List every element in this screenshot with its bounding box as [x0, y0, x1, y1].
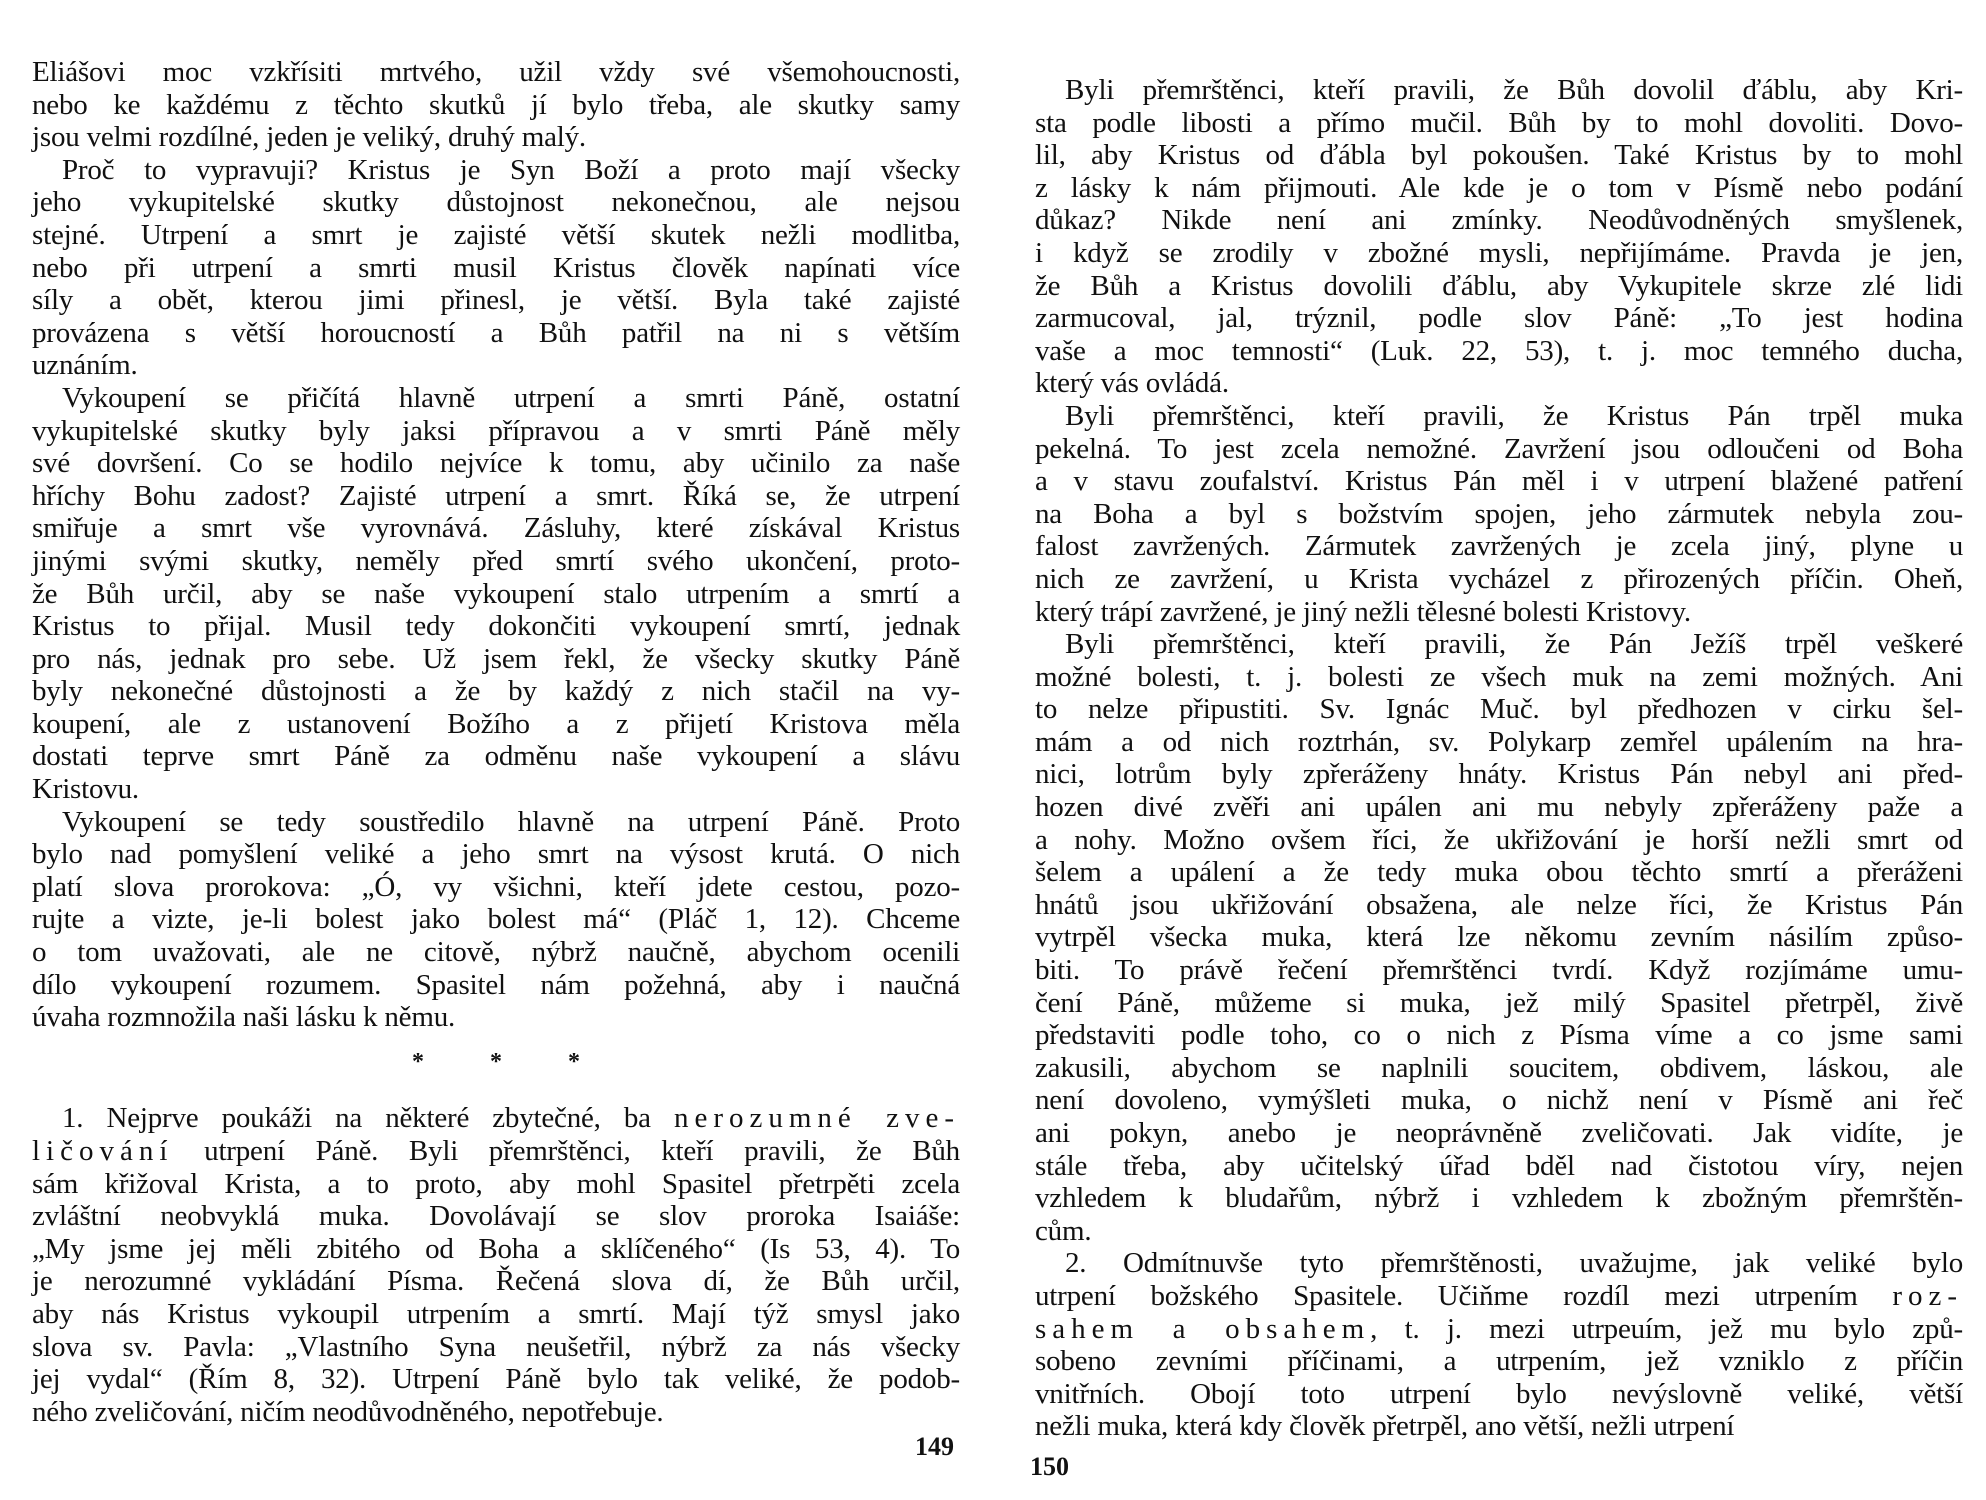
text-line: šelem a upálení a že tedy muka obou těchto smrtí a přeráženi [1035, 856, 1963, 889]
text-line: o tom uvažovati, ale ne citově, nýbrž naučně, abychom ocenili [32, 936, 960, 969]
text-line [32, 1298, 960, 1331]
text-line [1035, 1313, 1963, 1346]
text-line: dílo vykoupení rozumem. Spasitel nám požehná, aby i naučná [32, 968, 960, 1001]
text-line: že Bůh a Kristus dovolili ďáblu, aby Vykupitele skrze zlé lidi [1035, 269, 1963, 302]
text-line: síly a obět, kterou jimi přinesl, je větší. Byla také zajisté [32, 284, 960, 317]
text-line: úvaha rozmnožila naši lásku k němu. [32, 1001, 456, 1034]
text-line: který vás ovládá. [1035, 367, 1229, 400]
paragraph [1035, 628, 1963, 1247]
text-line: rujte a vizte, je-li bolest jako bolest má“ (Pláč 1, 12). Chceme [32, 903, 960, 936]
text-line: i když se zrodily v zbožné mysli, nepřijímáme. Pravda je jen, [1035, 236, 1963, 269]
text-line: Byli přemrštěnci, kteří pravili, že Pán Ježíš trpěl veškeré [1065, 628, 1963, 661]
text-line: Vykoupení se přičítá hlavně utrpení a smrti Páně, ostatní [62, 381, 960, 414]
text-line: Vykoupení se tedy soustředilo hlavně na utrpení Páně. Proto [62, 805, 960, 838]
text-line: vytrpěl všecka muka, která lze někomu zevním násilím způso- [1035, 921, 1963, 954]
text-line: cům. [1035, 1214, 1092, 1247]
text-fragment: ného zveličování, ničím neodůvodněného, nepotřebuje. [32, 1395, 664, 1428]
text-line: nebo ke každému z těchto skutků jí bylo třeba, ale skutky samy [32, 88, 960, 121]
text-line: hnátů jsou ukřižování obsažena, ale nelze říci, že Kristus Pán [1035, 888, 1963, 921]
text-fragment: sobeno zevními příčinami, a utrpením, jež vzniklo z příčin [1035, 1345, 1963, 1378]
text-fragment: aby nás Kristus vykoupil utrpením a smrtí. Mají týž smysl jako [32, 1297, 960, 1330]
page-150 [993, 0, 1986, 1500]
text-fragment: , t. j. mezi utrpeuím, jež mu bylo způ- [1370, 1312, 1963, 1345]
text-line: sta podle libosti a přímo mučil. Bůh by to mohl dovoliti. Dovo- [1035, 106, 1963, 139]
text-line: lil, aby Kristus od ďábla byl pokoušen. Také Kristus by to mohl [1035, 139, 1963, 172]
text-fragment: vnitřních. Obojí toto utrpení bylo nevýslovně veliké, větší [1035, 1377, 1963, 1410]
text-line: a v stavu zoufalství. Kristus Pán měl i v utrpení blažené patření [1035, 465, 1963, 498]
emphasized-text: sahem a obsahem [1035, 1312, 1371, 1345]
text-line [32, 1331, 960, 1364]
text-fragment: sám křižoval Krista, a to proto, aby mohl Spasitel přetrpěti zcela [32, 1167, 960, 1200]
paragraph [32, 56, 960, 154]
emphasized-text: roz- [1892, 1279, 1963, 1312]
text-line: nebo při utrpení a smrti musil Kristus člověk napínati více [32, 251, 960, 284]
text-line: že Bůh určil, aby se naše vykoupení stalo utrpením a smrtí a [32, 577, 960, 610]
paragraph [32, 382, 960, 806]
text-line: smiřuje a smrt vše vyrovnává. Zásluhy, které získával Kristus [32, 512, 960, 545]
emphasized-text: nerozumné zve- [673, 1102, 961, 1135]
text-line [32, 1363, 960, 1396]
text-line: a nohy. Možno ovšem říci, že ukřižování je horší nežli smrt od [1035, 823, 1963, 856]
text-line: vzhledem k bludařům, nýbrž i vzhledem k zbožným přemrštěn- [1035, 1182, 1963, 1215]
text-line: nich ze zavržení, u Krista vycházel z přirozených příčin. Oheň, [1035, 562, 1963, 595]
text-line: Proč to vypravuji? Kristus je Syn Boží a proto mají všecky [62, 153, 960, 186]
text-line: Byli přemrštěnci, kteří pravili, že Bůh dovolil ďáblu, aby Kri- [1065, 74, 1963, 106]
section-1 [32, 1102, 960, 1428]
text-line: zarmucoval, jal, trýznil, podle slov Páně: „To jest hodina [1035, 302, 1963, 335]
text-line: koupení, ale z ustanovení Božího a z přijetí Kristova měla [32, 707, 960, 740]
text-line: své dovršení. Co se hodilo nejvíce k tomu, aby učinilo za naše [32, 447, 960, 480]
text-line: jsou velmi rozdílné, jeden je veliký, druhý malý. [32, 121, 586, 154]
text-line: nici, lotrům byly zpřeráženy hnáty. Kristus Pán nebyl ani před- [1035, 758, 1963, 791]
text-line: pekelná. To jest zcela nemožné. Zavržení jsou odloučeni od Boha [1035, 432, 1963, 465]
right-text-column [1035, 74, 1963, 1443]
page-number-150: 150 [1030, 1452, 1069, 1481]
paragraph [1035, 74, 1963, 400]
section-2 [1035, 1247, 1963, 1443]
text-line: byly nekonečné důstojnosti a že by každý z nich stačil na vy- [32, 675, 960, 708]
left-text-column [32, 56, 960, 1428]
text-fragment: slova sv. Pavla: „Vlastního Syna neušetřil, nýbrž za nás všecky [32, 1330, 960, 1363]
text-line: uznáním. [32, 349, 138, 382]
page-number-149: 149 [915, 1432, 954, 1461]
paragraph [1035, 400, 1963, 628]
text-line: hozen divé zvěři ani upálen ani mu nebyly zpřeráženy paže a [1035, 791, 1963, 824]
text-line: stále třeba, aby učitelský úřad bděl nad čistotou víry, nejen [1035, 1149, 1963, 1182]
text-line: jeho vykupitelské skutky důstojnost nekonečnou, ale nejsou [32, 186, 960, 219]
paragraph [32, 806, 960, 1034]
text-line [32, 1168, 960, 1201]
text-line: na Boha a byl s božstvím spojen, jeho zármutek nebyla zou- [1035, 497, 1963, 530]
text-fragment: nežli muka, která kdy člověk přetrpěl, ano větší, nežli utrpení [1035, 1410, 1735, 1443]
text-line: Kristovu. [32, 773, 139, 806]
text-line: bylo nad pomyšlení veliké a jeho smrt na výsost krutá. O nich [32, 838, 960, 871]
text-line: falost zavržených. Zármutek zavržených je zcela jiný, plyne u [1035, 530, 1963, 563]
text-line [32, 1265, 960, 1298]
text-line [32, 1200, 960, 1233]
section-separator: * * * [412, 1048, 610, 1075]
text-line: důkaz? Nikde není ani zmínky. Neodůvodněných smyšlenek, [1035, 204, 1963, 237]
text-line: zakusili, abychom se naplnili soucitem, obdivem, láskou, ale [1035, 1051, 1963, 1084]
text-line: to nelze připustiti. Sv. Ignác Muč. byl předhozen v cirku šel- [1035, 693, 1963, 726]
text-fragment: 1. Nejprve poukáži na některé zbytečné, ba [62, 1102, 674, 1135]
text-line: platí slova prorokova: „Ó, vy všichni, kteří jdete cestou, pozo- [32, 870, 960, 903]
text-line: ani pokyn, anebo je neoprávněně zveličovati. Jak vidíte, je [1035, 1117, 1963, 1149]
text-fragment: je nerozumné vykládání Písma. Řečená slova dí, že Bůh určil, [32, 1265, 960, 1298]
text-fragment: jej vydal“ (Řím 8, 32). Utrpení Páně bylo tak veliké, že podob- [32, 1363, 960, 1396]
text-fragment: zvláštní neobvyklá muka. Dovolávají se slov proroka Isaiáše: [32, 1200, 960, 1233]
text-line [32, 1135, 960, 1168]
text-line: vykupitelské skutky byly jaksi přípravou a v smrti Páně měly [32, 414, 960, 447]
text-line: čení Páně, můžeme si muka, jež milý Spasitel přetrpěl, živě [1035, 986, 1963, 1019]
text-line [1035, 1247, 1963, 1280]
text-fragment: 2. Odmítnuvše tyto přemrštěnosti, uvažujme, jak veliké bylo [1065, 1247, 1963, 1280]
text-line: Byli přemrštěnci, kteří pravili, že Kristus Pán trpěl muka [1065, 399, 1963, 432]
text-line: možné bolesti, t. j. bolesti ze všech muk na zemi možných. Ani [1035, 660, 1963, 693]
text-line [1035, 1378, 1963, 1411]
text-line: pro nás, jednak pro sebe. Už jsem řekl, že všecky skutky Páně [32, 642, 960, 675]
text-line: hříchy Bohu zadost? Zajisté utrpení a smrt. Říká se, že utrpení [32, 479, 960, 512]
text-line [1035, 1280, 1963, 1313]
text-line: Kristus to přijal. Musil tedy dokončiti vykoupení smrtí, jednak [32, 610, 960, 643]
text-line: vaše a moc temnosti“ (Luk. 22, 53), t. j. moc temného ducha, [1035, 334, 1963, 367]
text-fragment: utrpení Páně. Byli přemrštěnci, kteří pravili, že Bůh [173, 1135, 960, 1167]
text-fragment: utrpení božského Spasitele. Učiňme rozdíl mezi utrpením [1035, 1279, 1893, 1312]
text-line [32, 1396, 960, 1429]
text-line: provázena s větší horoucností a Bůh patřil na ni s větším [32, 316, 960, 349]
text-line: dostati teprve smrt Páně za odměnu naše vykoupení a slávu [32, 740, 960, 773]
text-line [32, 1233, 960, 1266]
text-line [32, 1102, 960, 1135]
text-line [1035, 1345, 1963, 1378]
text-line: jinými svými skutky, neměly před smrtí svého ukončení, proto- [32, 544, 960, 577]
text-line: biti. To právě řečení přemrštěnci tvrdí. Když rozjímáme umu- [1035, 954, 1963, 987]
paragraph [32, 154, 960, 382]
text-line: není dovoleno, vymýšleti muka, o nichž není v Písmě ani řeč [1035, 1084, 1963, 1117]
text-line: stejné. Utrpení a smrt je zajisté větší skutek nežli modlitba, [32, 218, 960, 251]
text-line: mám a od nich roztrhán, sv. Polykarp zemřel upálením na hra- [1035, 725, 1963, 758]
text-line: který trápí zavržené, je jiný nežli tělesné bolesti Kristovy. [1035, 595, 1691, 628]
text-line: představiti podle toho, co o nich z Písma víme a co jsme sami [1035, 1019, 1963, 1052]
text-line: z lásky k nám přijmouti. Ale kde je o tom v Písmě nebo podání [1035, 171, 1963, 204]
text-fragment: „My jsme jej měli zbitého od Boha a sklíčeného“ (Is 53, 4). To [32, 1232, 960, 1265]
text-line: Eliášovi moc vzkřísiti mrtvého, užil vždy své všemohoucnosti, [32, 56, 960, 88]
emphasized-text: ličování [32, 1135, 174, 1167]
text-line [1035, 1410, 1963, 1443]
